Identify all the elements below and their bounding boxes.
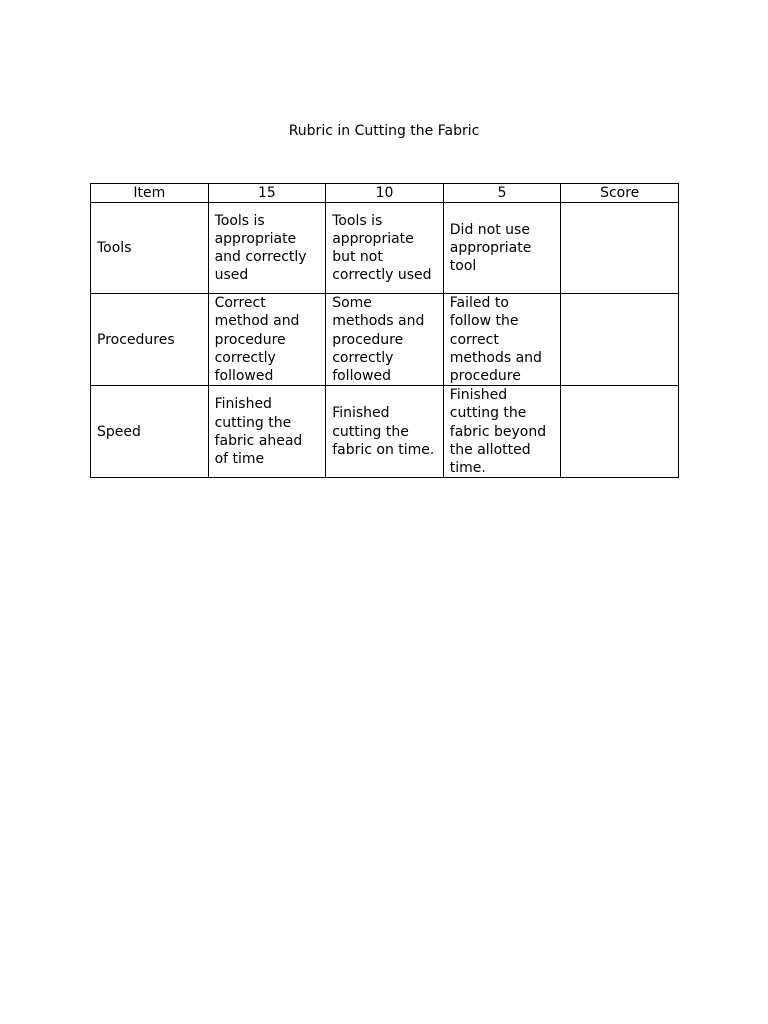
criteria-10: Tools is appropriate but not correctly used <box>326 203 444 294</box>
table-row <box>91 386 679 478</box>
table-row <box>91 294 679 386</box>
criteria-15: Finished cutting the fabric ahead of time <box>208 386 326 478</box>
row-item: Speed <box>91 386 209 478</box>
criteria-5: Did not use appropriate tool <box>443 203 561 294</box>
document-title: Rubric in Cutting the Fabric <box>288 123 480 139</box>
header-score-10: 10 <box>326 184 444 203</box>
criteria-5: Failed to follow the correct methods and procedure <box>443 294 561 386</box>
header-item: Item <box>91 184 209 203</box>
header-score-15: 15 <box>208 184 326 203</box>
header-score-5: 5 <box>443 184 561 203</box>
criteria-10: Some methods and procedure correctly followed <box>326 294 444 386</box>
score-cell <box>561 203 679 294</box>
criteria-15: Tools is appropriate and correctly used <box>208 203 326 294</box>
criteria-10: Finished cutting the fabric on time. <box>326 386 444 478</box>
rubric-table <box>90 183 679 478</box>
score-cell <box>561 386 679 478</box>
row-item: Procedures <box>91 294 209 386</box>
criteria-15: Correct method and procedure correctly followed <box>208 294 326 386</box>
table-header-row <box>91 184 679 203</box>
criteria-5: Finished cutting the fabric beyond the allotted time. <box>443 386 561 478</box>
row-item: Tools <box>91 203 209 294</box>
score-cell <box>561 294 679 386</box>
table-row <box>91 203 679 294</box>
header-score: Score <box>561 184 679 203</box>
